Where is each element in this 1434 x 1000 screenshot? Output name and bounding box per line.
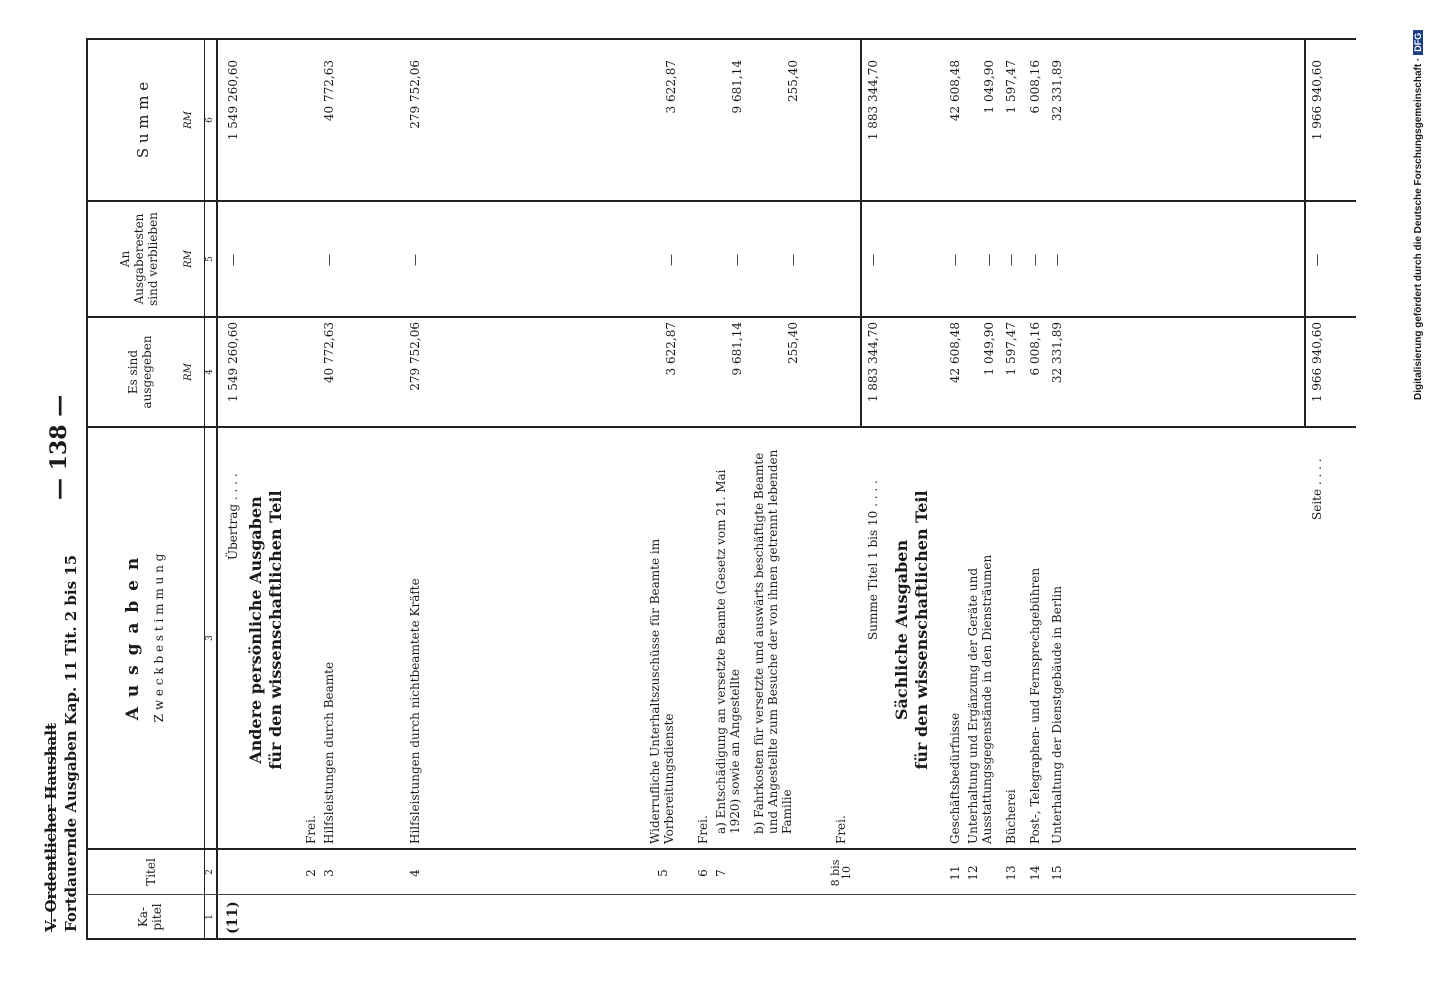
subtotal-rest: — — [866, 254, 880, 266]
row-text: Geschäftsbedürfnisse — [948, 712, 962, 844]
row-titel: 14 — [1028, 865, 1042, 881]
kapitel-number: (11) — [225, 901, 241, 934]
rule-kapitel — [86, 894, 1356, 895]
row-rest: — — [730, 254, 744, 266]
row-titel: 3 — [322, 869, 336, 877]
row-titel: 12 — [966, 865, 980, 881]
rule-left — [86, 938, 1356, 940]
ledger-table — [86, 40, 1356, 940]
row-titel: 8 bis 10 — [829, 859, 853, 887]
header-line-2: Fortdauernde Ausgaben Kap. 11 Tit. 2 bis 15 — [62, 554, 80, 932]
row-titel: 15 — [1050, 865, 1064, 881]
row-summe: 255,40 — [786, 60, 800, 102]
col-ausgaben-header: A u s g a b e n — [123, 555, 143, 721]
row-rest: — — [786, 254, 800, 266]
rule-rest — [86, 200, 1356, 202]
uebertrag-summe: 1 549 260,60 — [226, 60, 240, 141]
uebertrag-rest: — — [226, 254, 240, 266]
row-summe: 42 608,48 — [948, 60, 962, 122]
row-titel: 11 — [948, 865, 962, 881]
col-rest-header: An Ausgaberesten sind verblieben — [118, 212, 160, 306]
row-text: Hilfsleistungen durch Beamte — [322, 661, 336, 844]
col-es-sind-header: Es sind ausgegeben — [126, 335, 154, 409]
col-number: 1 — [205, 914, 215, 920]
row-text: Post-, Telegraphen- und Fernsprechgebühren — [1028, 567, 1042, 844]
row-titel: 13 — [1004, 865, 1018, 881]
row-rest: — — [1028, 254, 1042, 266]
row-summe: 40 772,63 — [322, 60, 336, 122]
row-text: Hilfsleistungen durch nichtbeamtete Kräfte — [408, 578, 422, 844]
unit-label: RM — [183, 111, 194, 129]
page-total-es-sind: 1 966 940,60 — [1310, 322, 1324, 403]
row-es-sind: 6 008,16 — [1028, 322, 1042, 376]
unit-label: RM — [183, 250, 194, 268]
header-line-1: V. Ordentlicher Haushalt — [42, 723, 60, 932]
table-top-rule — [86, 40, 88, 940]
dfg-logo: DFG — [1413, 30, 1423, 55]
subtotal-label: Summe Titel 1 bis 10 . . . . — [866, 480, 880, 640]
rule-es-sind — [86, 316, 1356, 318]
row-rest: — — [322, 254, 336, 266]
uebertrag-label: Übertrag . . . . — [226, 473, 240, 560]
row-rest: — — [948, 254, 962, 266]
page-total-label: Seite . . . . — [1310, 458, 1324, 520]
row-summe: 6 008,16 — [1028, 60, 1042, 114]
col-zweck-header: Z w e c k b e s t i m m u n g — [152, 553, 166, 723]
row-text: Frei. — [696, 815, 710, 844]
row-es-sind: 279 752,06 — [408, 322, 422, 391]
rule-text — [86, 426, 1356, 428]
row-es-sind: 32 331,89 — [1050, 322, 1064, 384]
row-rest: — — [408, 254, 422, 266]
row-text: Frei. — [304, 815, 318, 844]
row-es-sind: 3 622,87 — [664, 322, 678, 376]
header-bottom-rule — [216, 40, 218, 940]
row-es-sind: 9 681,14 — [730, 322, 744, 376]
rule-right — [86, 38, 1356, 40]
col-number: 3 — [205, 635, 215, 641]
row-text: Unterhaltung der Dienstgebäude in Berlin — [1050, 586, 1064, 844]
row-summe: 32 331,89 — [1050, 60, 1064, 122]
row-summe: 3 622,87 — [664, 60, 678, 114]
subtotal-rule — [860, 40, 862, 428]
row-rest: — — [1050, 254, 1064, 266]
row-summe: 279 752,06 — [408, 60, 422, 129]
row-rest: — — [664, 254, 678, 266]
col-number: 2 — [205, 869, 215, 875]
row-text: Unterhaltung und Ergänzung der Geräte und Ausstattungsgegenstände in den Diensträumen — [966, 554, 994, 844]
row-es-sind: 42 608,48 — [948, 322, 962, 384]
ledger-page — [40, 40, 1340, 940]
page-number: — 138 — — [46, 394, 72, 500]
subtotal-es-sind: 1 883 344,70 — [866, 322, 880, 403]
unit-label: RM — [183, 363, 194, 381]
page-total-summe: 1 966 940,60 — [1310, 60, 1324, 141]
row-es-sind: 40 772,63 — [322, 322, 336, 384]
row-text: a) Entschädigung an versetzte Beamte (Gesetz vom 21. Mai 1920) sowie an Angestellte — [714, 469, 742, 834]
subtotal-summe: 1 883 344,70 — [866, 60, 880, 141]
col-number: 5 — [205, 256, 215, 262]
row-es-sind: 1 049,90 — [982, 322, 996, 376]
section-material-title: Sächliche Ausgaben für den wissenschaftlichen Teil — [892, 490, 931, 770]
row-rest: — — [982, 254, 996, 266]
row-text: Widerrufliche Unterhaltszuschüsse für Beamte im Vorbereitungsdienste — [648, 538, 676, 844]
row-text: Bücherei — [1004, 789, 1018, 844]
col-summe-header: S u m m e — [134, 81, 152, 159]
col-number: 4 — [205, 369, 215, 375]
row-titel: 2 — [304, 869, 318, 877]
row-summe: 9 681,14 — [730, 60, 744, 114]
col-kapitel-header: Ka- pitel — [136, 903, 164, 931]
row-rest: — — [1004, 254, 1018, 266]
row-titel: 6 — [696, 869, 710, 877]
row-text: Frei. — [834, 815, 848, 844]
row-es-sind: 1 597,47 — [1004, 322, 1018, 376]
row-summe: 1 049,90 — [982, 60, 996, 114]
row-text: b) Fahrkosten für versetzte und auswärts beschäftigte Beamte und Angestellte zum Besuche der von ihnen getrennt lebenden Familie — [752, 449, 794, 834]
row-titel: 5 — [656, 869, 670, 877]
page-total-rule — [1304, 40, 1306, 428]
section-personal-title: Andere persönliche Ausgaben für den wissenschaftlichen Teil — [246, 490, 285, 770]
digitization-note-text: Digitalisierung gefördert durch die Deutsche Forschungsgemeinschaft · — [1413, 57, 1424, 400]
row-titel: 4 — [408, 869, 422, 877]
row-summe: 1 597,47 — [1004, 60, 1018, 114]
col-number: 6 — [205, 117, 215, 123]
uebertrag-es-sind: 1 549 260,60 — [226, 322, 240, 403]
row-titel: 7 — [714, 869, 728, 877]
page-total-rest: — — [1310, 254, 1324, 266]
col-titel-header: Titel — [144, 858, 158, 886]
rule-titel — [86, 848, 1356, 850]
row-es-sind: 255,40 — [786, 322, 800, 364]
